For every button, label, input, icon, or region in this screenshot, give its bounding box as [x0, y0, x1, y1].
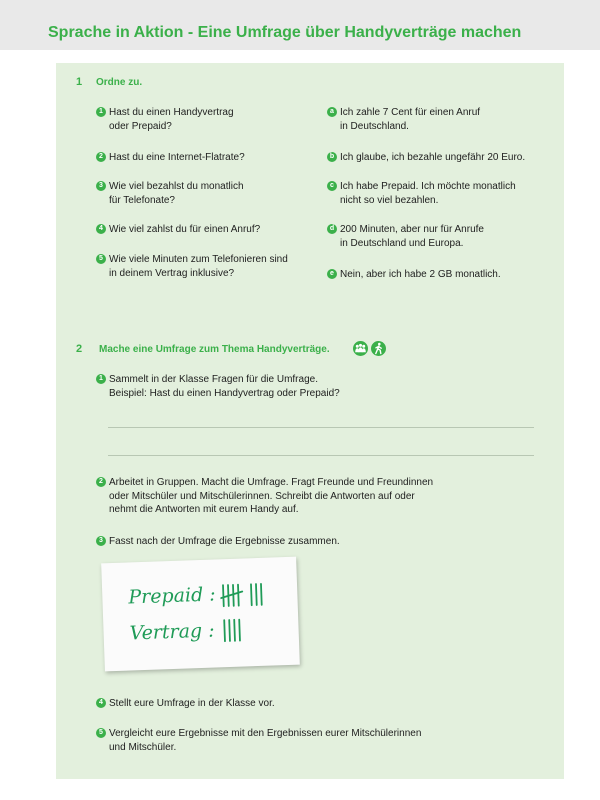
question-item	[96, 106, 329, 133]
prepaid-tally-marks	[220, 582, 271, 610]
letter-badge: a	[327, 107, 337, 117]
handwritten-note	[101, 557, 300, 672]
number-badge: 1	[96, 374, 106, 384]
answer-item	[327, 106, 565, 133]
note-prepaid-label: Prepaid :	[127, 583, 216, 609]
exercise-1-title: Ordne zu.	[96, 77, 143, 88]
answer-item	[327, 151, 565, 165]
number-badge: 2	[96, 152, 106, 162]
question-item	[96, 253, 339, 280]
note-vertrag-label: Vertrag :	[129, 619, 215, 645]
answer-line	[108, 427, 534, 428]
number-badge: 5	[96, 728, 106, 738]
answer-line	[108, 455, 534, 456]
number-badge: 3	[96, 181, 106, 191]
question-text: Wie viel bezahlst du monatlich für Telefonate?	[109, 181, 244, 206]
number-badge: 4	[96, 698, 106, 708]
answer-item	[327, 268, 565, 282]
letter-badge: c	[327, 181, 337, 191]
answer-text: Ich glaube, ich bezahle ungefähr 20 Euro.	[340, 152, 526, 163]
exercise-1-number: 1	[76, 76, 83, 88]
group-work-icon	[353, 341, 368, 356]
step-text: Stellt eure Umfrage in der Klasse vor.	[109, 698, 275, 709]
exercise-2-number: 2	[76, 343, 83, 355]
step-item	[96, 535, 529, 549]
vertrag-tally-marks	[221, 617, 252, 644]
answer-item	[327, 223, 565, 250]
step-item	[96, 727, 529, 754]
answer-item	[327, 180, 565, 207]
step-text: Arbeitet in Gruppen. Macht die Umfrage. Fragt Freunde und Freundinnen oder Mitschüler und Mitschülerinnen. Schreibt die Antworten auf oder nehmt die Antworten mit eurem Handy auf.	[109, 477, 434, 515]
number-badge: 1	[96, 107, 106, 117]
letter-badge: e	[327, 269, 337, 279]
number-badge: 4	[96, 224, 106, 234]
step-text: Fasst nach der Umfrage die Ergebnisse zusammen.	[109, 536, 340, 547]
number-badge: 3	[96, 536, 106, 546]
step-text: Sammelt in der Klasse Fragen für die Umfrage. Beispiel: Hast du einen Handyvertrag oder Prepaid?	[109, 374, 340, 399]
step-text: Vergleicht eure Ergebnisse mit den Ergebnissen eurer Mitschülerinnen und Mitschüler.	[109, 728, 422, 753]
step-item	[96, 373, 529, 400]
question-text: Hast du eine Internet-Flatrate?	[109, 152, 245, 163]
number-badge: 2	[96, 477, 106, 487]
question-text: Hast du einen Handyvertrag oder Prepaid?	[109, 107, 234, 132]
question-item	[96, 151, 329, 165]
number-badge: 5	[96, 254, 106, 264]
step-item	[96, 476, 529, 517]
question-text: Wie viele Minuten zum Telefonieren sind in deinem Vertrag inklusive?	[109, 254, 288, 279]
letter-badge: d	[327, 224, 337, 234]
answer-text: Ich habe Prepaid. Ich möchte monatlich nicht so viel bezahlen.	[340, 181, 516, 206]
question-item	[96, 223, 329, 237]
step-item	[96, 697, 529, 711]
question-item	[96, 180, 329, 207]
answer-text: Nein, aber ich habe 2 GB monatlich.	[340, 269, 501, 280]
page-title: Sprache in Aktion - Eine Umfrage über Handyverträge machen	[48, 24, 522, 41]
walking-person-icon	[371, 341, 386, 356]
question-text: Wie viel zahlst du für einen Anruf?	[109, 224, 261, 235]
letter-badge: b	[327, 152, 337, 162]
exercise-2-title: Mache eine Umfrage zum Thema Handyverträge.	[99, 344, 330, 355]
exercise-panel	[56, 63, 564, 779]
answer-text: 200 Minuten, aber nur für Anrufe in Deutschland und Europa.	[340, 224, 484, 249]
answer-text: Ich zahle 7 Cent für einen Anruf in Deutschland.	[340, 107, 481, 132]
